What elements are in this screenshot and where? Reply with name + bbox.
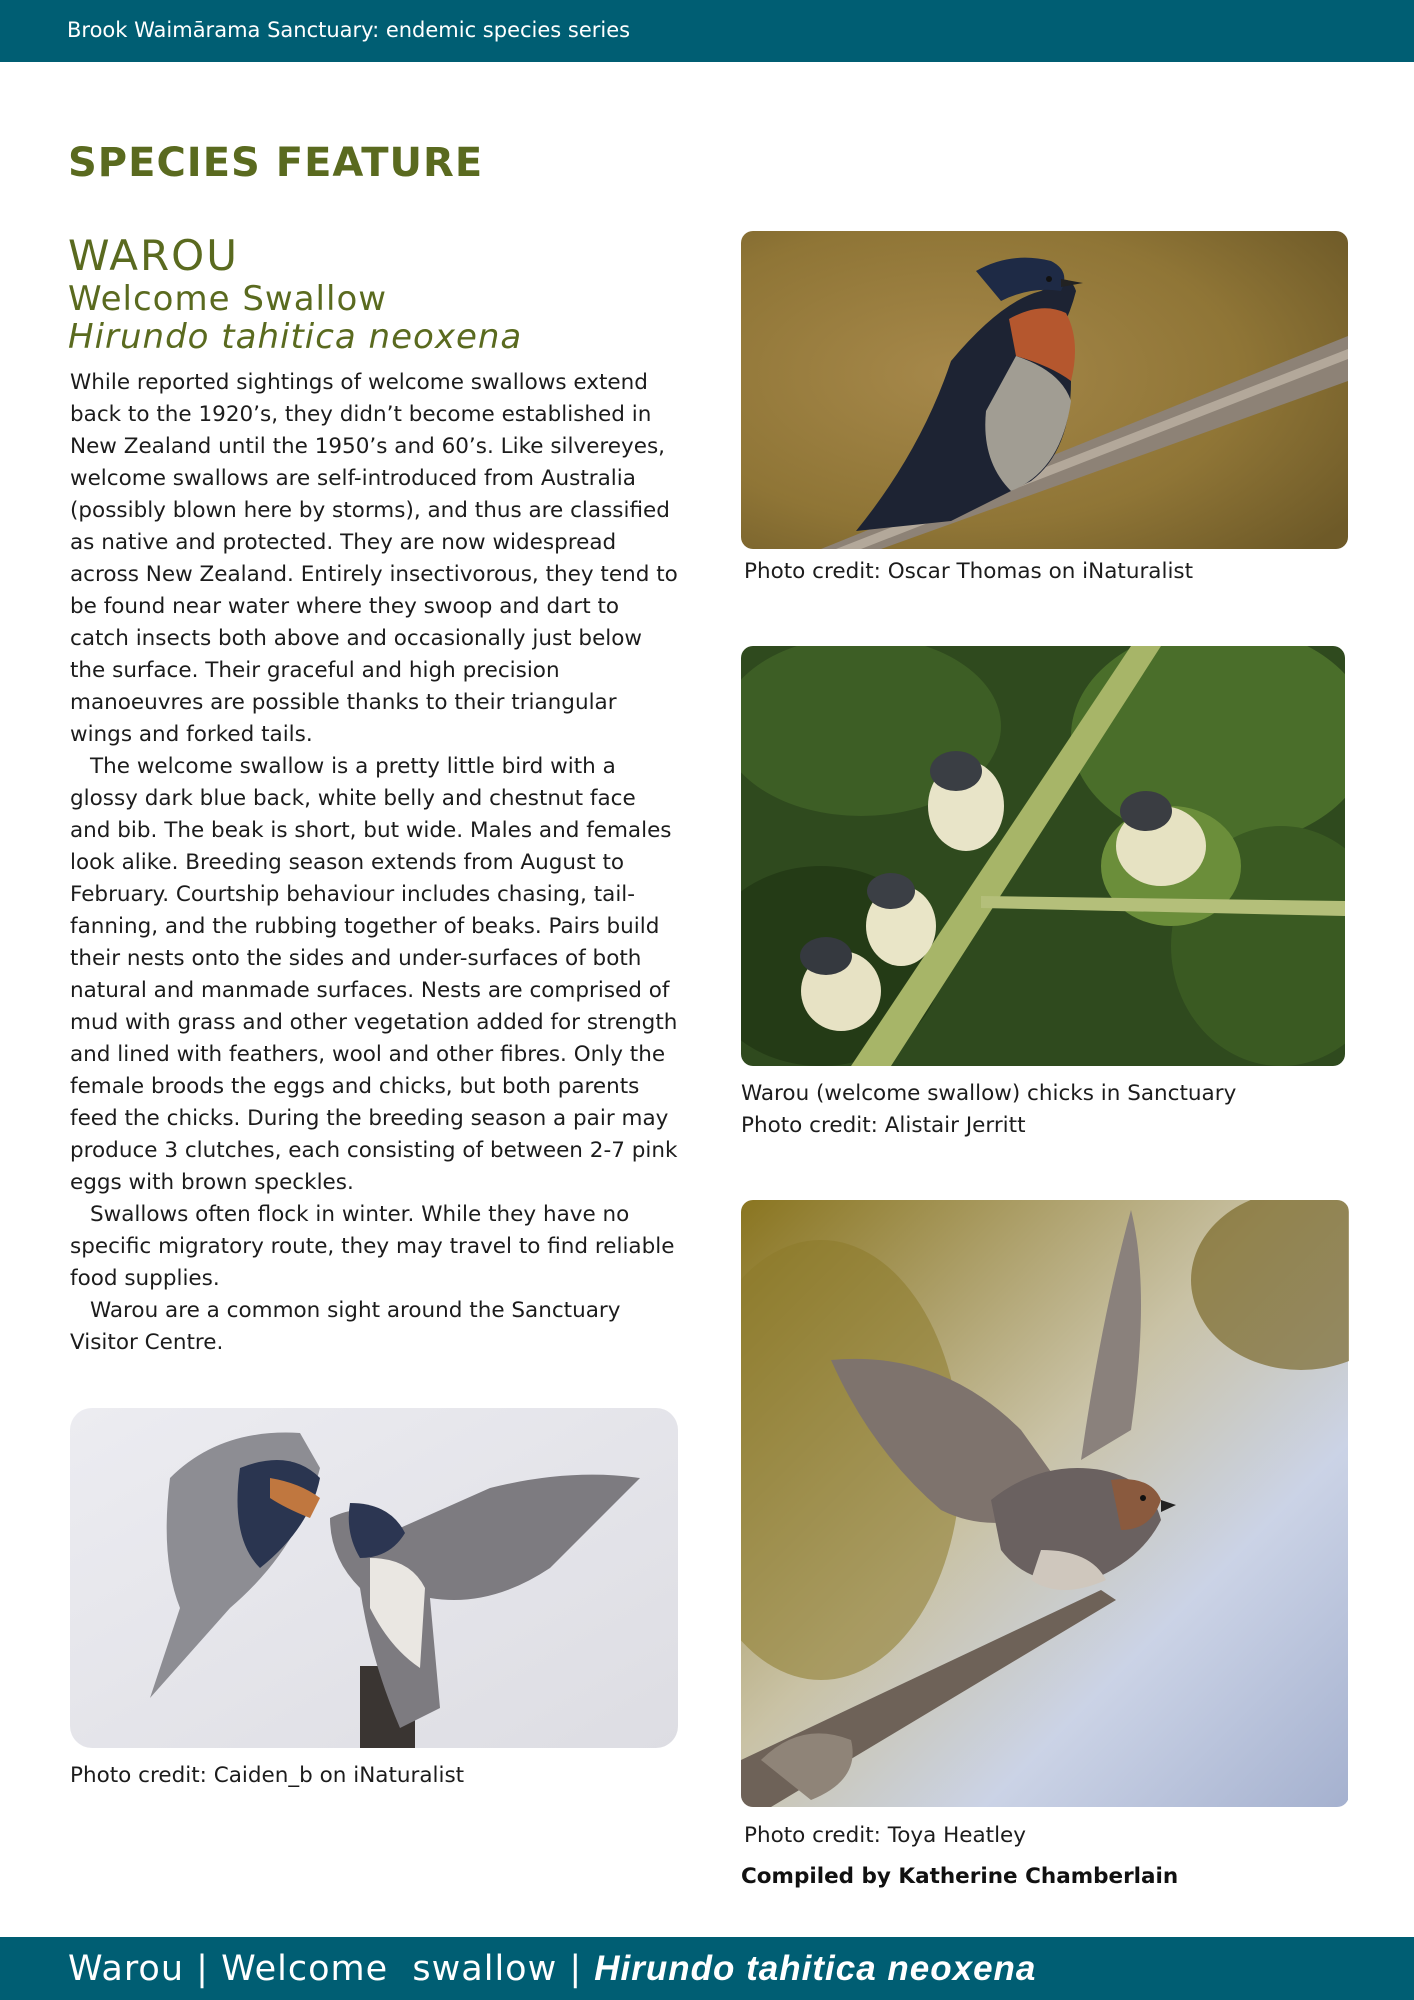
- photo-perched-swallow: [741, 231, 1348, 549]
- species-title-block: [68, 232, 522, 356]
- caption-line: Warou (welcome swallow) chicks in Sanctuary: [741, 1081, 1237, 1106]
- body-paragraph: While reported sightings of welcome swallows extend back to the 1920’s, they didn’t become established in New Zealand until the 1950’s and 60’s. Like silvereyes, welcome swallows are self-introduced from Australia (possibly blown here by storms), and thus are classified as native and protected. They are now widespread across New Zealand. Entirely insectivorous, they tend to be found near water where they swoop and dart to catch insects both above and occasionally just below the surface. Their graceful and high precision manoeuvres are possible thanks to their triangular wings and forked tails.: [70, 370, 678, 747]
- body-paragraph: Swallows often flock in winter. While they have no specific migratory route, they may travel to find reliable food supplies.: [70, 1202, 675, 1291]
- maori-name: WAROU: [68, 231, 239, 280]
- footer-banner: [0, 1937, 1414, 2000]
- compiled-by-credit: Compiled by Katherine Chamberlain: [741, 1864, 1179, 1889]
- top-banner: [0, 0, 1414, 62]
- photo-caption: Photo credit: Caiden_b on iNaturalist: [70, 1763, 465, 1788]
- body-paragraph: The welcome swallow is a pretty little bird with a glossy dark blue back, white belly and chestnut face and bib. The beak is short, but wide. Males and females look alike. Breeding season extends from August to February. Courtship behaviour includes chasing, tail-fanning, and the rubbing together of beaks. Pairs build their nests onto the sides and under-surfaces of both natural and manmade surfaces. Nests are comprised of mud with grass and other vegetation added for strength and lined with feathers, wool and other fibres. Only the female broods the eggs and chicks, but both parents feed the chicks. During the breeding season a pair may produce 3 clutches, each consisting of between 2-7 pink eggs with brown speckles.: [70, 754, 678, 1195]
- photo-caption: Photo credit: Toya Heatley: [744, 1823, 1026, 1848]
- photo-swallow-chicks: [741, 646, 1345, 1066]
- body-paragraph: Warou are a common sight around the Sanctuary Visitor Centre.: [70, 1298, 621, 1355]
- footer-scientific-name: Hirundo tahitica neoxena: [594, 1949, 1037, 1988]
- footer-title: [68, 1949, 1036, 1989]
- species-feature-heading: SPECIES FEATURE: [68, 140, 484, 186]
- photo-caption: [741, 1078, 1236, 1142]
- footer-plain-text: Warou | Welcome swallow |: [68, 1949, 595, 1989]
- photo-swallow-takeoff: [741, 1200, 1349, 1807]
- photo-caption: Photo credit: Oscar Thomas on iNaturalist: [744, 559, 1194, 584]
- common-name: Welcome Swallow: [68, 279, 388, 319]
- photo-feeding-pair: [70, 1408, 678, 1748]
- article-body: [70, 367, 682, 1359]
- scientific-name: Hirundo tahitica neoxena: [68, 317, 523, 357]
- caption-line: Photo credit: Alistair Jerritt: [741, 1113, 1026, 1138]
- series-title: Brook Waimārama Sanctuary: endemic species series: [67, 18, 631, 42]
